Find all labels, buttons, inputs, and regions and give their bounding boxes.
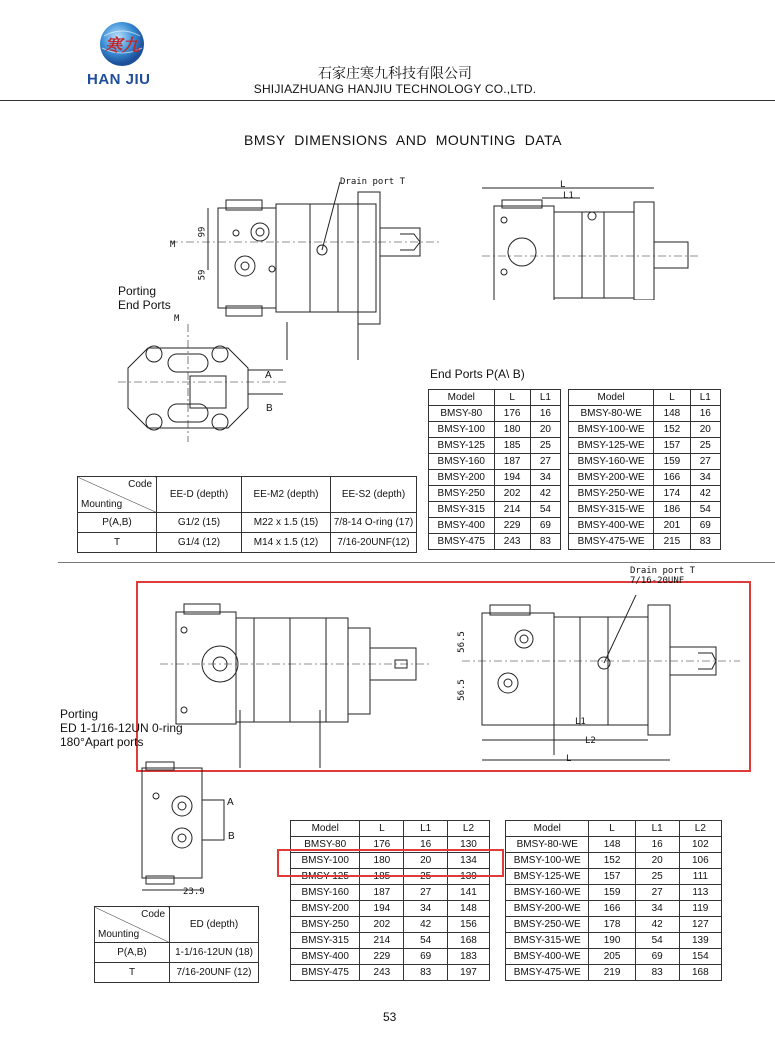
table-cell: 156 — [447, 917, 489, 933]
table-cell: 20 — [635, 853, 679, 869]
table-cell: 194 — [494, 470, 530, 486]
port-face-drawing-2 — [130, 758, 250, 898]
table-cell: 25 — [530, 438, 560, 454]
arrow-a-label-2: A — [227, 797, 234, 808]
code-header: ED (depth) — [170, 907, 259, 943]
table-cell: 127 — [679, 917, 721, 933]
logo-text: HAN JIU — [87, 71, 151, 88]
table-row — [429, 454, 561, 470]
table-cell: BMSY-80 — [429, 406, 495, 422]
table-cell: 20 — [530, 422, 560, 438]
table-row — [506, 949, 722, 965]
table-cell: 25 — [690, 438, 720, 454]
table-cell: 185 — [360, 869, 404, 885]
table-cell: 83 — [404, 965, 448, 981]
corner-mounting-label: Mounting — [81, 499, 123, 510]
table-cell: BMSY-100 — [291, 853, 360, 869]
table-header-row — [429, 390, 561, 406]
table-row — [291, 885, 490, 901]
table-cell: BMSY-475-WE — [506, 965, 589, 981]
table-cell: BMSY-200-WE — [569, 470, 654, 486]
table-cell: BMSY-160 — [291, 885, 360, 901]
table-cell: 214 — [360, 933, 404, 949]
table-header-row — [569, 390, 721, 406]
table-row — [291, 933, 490, 949]
dim-59: 59 — [197, 269, 208, 281]
code-cell: P(A,B) — [95, 943, 170, 963]
table-cell: 190 — [589, 933, 635, 949]
column-header: L — [654, 390, 690, 406]
table-cell: 168 — [679, 965, 721, 981]
table-cell: 54 — [690, 502, 720, 518]
table-cell: 157 — [654, 438, 690, 454]
section2-model-table-right — [505, 820, 722, 981]
motor-top-view-drawing — [482, 180, 702, 300]
table-row — [569, 534, 721, 550]
table-cell: 176 — [494, 406, 530, 422]
table-cell: 176 — [360, 837, 404, 853]
table-cell: 16 — [530, 406, 560, 422]
table-cell: BMSY-315 — [429, 502, 495, 518]
table-cell: BMSY-80-WE — [506, 837, 589, 853]
company-name-cn: 石家庄寒九科技有限公司 — [318, 65, 472, 81]
arrow-b-label-1: B — [266, 403, 273, 414]
code-cell: G1/2 (15) — [157, 513, 242, 533]
code-mounting-corner-2 — [95, 907, 170, 943]
table-row — [569, 470, 721, 486]
table-cell: 34 — [690, 470, 720, 486]
table-row — [569, 406, 721, 422]
table-row — [569, 454, 721, 470]
table-cell: BMSY-125-WE — [506, 869, 589, 885]
code-header: EE-D (depth) — [157, 477, 242, 513]
table-cell: BMSY-315-WE — [506, 933, 589, 949]
table-cell: 27 — [530, 454, 560, 470]
table-cell: 174 — [654, 486, 690, 502]
code-cell: 1-1/16-12UN (18) — [170, 943, 259, 963]
table-cell: 111 — [679, 869, 721, 885]
table-cell: BMSY-400-WE — [569, 518, 654, 534]
table-cell: 69 — [404, 949, 448, 965]
table-cell: 183 — [447, 949, 489, 965]
table-cell: BMSY-80-WE — [569, 406, 654, 422]
company-name-en: SHIJIAZHUANG HANJIU TECHNOLOGY CO.,LTD. — [253, 82, 537, 96]
table-cell: BMSY-250 — [291, 917, 360, 933]
table-cell: BMSY-200-WE — [506, 901, 589, 917]
column-header: L — [589, 821, 635, 837]
code-mounting-corner — [78, 477, 157, 513]
table-cell: BMSY-400-WE — [506, 949, 589, 965]
table-row — [429, 422, 561, 438]
column-header: L — [494, 390, 530, 406]
code-cell: 7/16-20UNF (12) — [170, 963, 259, 983]
table-cell: 34 — [530, 470, 560, 486]
table-cell: BMSY-125-WE — [569, 438, 654, 454]
table-cell: 134 — [447, 853, 489, 869]
column-header: Model — [291, 821, 360, 837]
table-cell: 102 — [679, 837, 721, 853]
corner-code-label: Code — [128, 479, 152, 490]
table-cell: 16 — [690, 406, 720, 422]
table-cell: 178 — [589, 917, 635, 933]
dim-l2-bottom: L2 — [585, 736, 596, 746]
table-row — [569, 422, 721, 438]
table-cell: 166 — [654, 470, 690, 486]
table-cell: 27 — [404, 885, 448, 901]
table-cell: BMSY-100-WE — [569, 422, 654, 438]
table-cell: 148 — [654, 406, 690, 422]
table-cell: 42 — [635, 917, 679, 933]
dim-56-5-bottom: 56.5 — [456, 679, 467, 701]
table-cell: 157 — [589, 869, 635, 885]
table-cell: BMSY-160 — [429, 454, 495, 470]
code-header: EE-S2 (depth) — [331, 477, 417, 513]
table-cell: 159 — [589, 885, 635, 901]
dim-99: 99 — [197, 226, 208, 238]
drain-port-label-2: Drain port T 7/16-20UNF — [630, 566, 696, 586]
table-cell: 119 — [679, 901, 721, 917]
table-cell: 159 — [654, 454, 690, 470]
table-cell: 197 — [447, 965, 489, 981]
code-header: EE-M2 (depth) — [242, 477, 331, 513]
table-cell: 25 — [635, 869, 679, 885]
column-header: L1 — [530, 390, 560, 406]
table-cell: 69 — [530, 518, 560, 534]
table-cell: 205 — [589, 949, 635, 965]
table-cell: 185 — [494, 438, 530, 454]
table-cell: 168 — [447, 933, 489, 949]
table-cell: BMSY-250-WE — [569, 486, 654, 502]
column-header: L1 — [404, 821, 448, 837]
logo-glyph: 寒九 — [105, 36, 139, 55]
table-cell: 20 — [404, 853, 448, 869]
table-cell: 106 — [679, 853, 721, 869]
table-row — [569, 518, 721, 534]
table-cell: BMSY-160-WE — [569, 454, 654, 470]
table-row — [569, 502, 721, 518]
highlight-box-bmsy-100-row — [277, 849, 504, 877]
table-cell: BMSY-200 — [291, 901, 360, 917]
table-cell: BMSY-315-WE — [569, 502, 654, 518]
table-cell: 202 — [360, 917, 404, 933]
table-row — [506, 901, 722, 917]
table-row — [506, 869, 722, 885]
dim-l-top: L — [560, 180, 566, 190]
table-cell: 194 — [360, 901, 404, 917]
motor-side-view-drawing-2 — [140, 590, 440, 770]
column-header: L2 — [679, 821, 721, 837]
corner-code-label-2: Code — [141, 909, 165, 920]
table-cell: 130 — [447, 837, 489, 853]
table-cell: 166 — [589, 901, 635, 917]
table-cell: 54 — [635, 933, 679, 949]
table-cell: 69 — [690, 518, 720, 534]
table-cell: BMSY-400 — [291, 949, 360, 965]
arrow-a-label-1: A — [265, 370, 272, 381]
table-cell: BMSY-80 — [291, 837, 360, 853]
table-cell: 141 — [447, 885, 489, 901]
table-cell: 180 — [360, 853, 404, 869]
table-row — [429, 406, 561, 422]
dim-23-9: 23.9 — [183, 887, 205, 897]
table-cell: 148 — [447, 901, 489, 917]
table-cell: 69 — [635, 949, 679, 965]
table-cell: 201 — [654, 518, 690, 534]
dim-56-5-top: 56.5 — [456, 631, 467, 653]
table-cell: 187 — [494, 454, 530, 470]
table-cell: 243 — [360, 965, 404, 981]
column-header: L2 — [447, 821, 489, 837]
section1-code-table — [77, 476, 417, 553]
code-cell: M14 x 1.5 (12) — [242, 533, 331, 553]
dim-m-face: M — [174, 314, 180, 324]
table-cell: 152 — [654, 422, 690, 438]
column-header: L1 — [690, 390, 720, 406]
table-cell: BMSY-100 — [429, 422, 495, 438]
page-title: BMSY DIMENSIONS AND MOUNTING DATA — [244, 132, 562, 148]
table-row — [429, 518, 561, 534]
code-cell: 7/16-20UNF(12) — [331, 533, 417, 553]
table-cell: 180 — [494, 422, 530, 438]
table-cell: BMSY-475 — [291, 965, 360, 981]
table-cell: 215 — [654, 534, 690, 550]
table-cell: 219 — [589, 965, 635, 981]
table-cell: BMSY-200 — [429, 470, 495, 486]
table-row — [291, 949, 490, 965]
code-cell: G1/4 (12) — [157, 533, 242, 553]
dim-m-top: M — [170, 240, 176, 250]
table-header-row — [291, 821, 490, 837]
table-cell: 214 — [494, 502, 530, 518]
drain-port-label-1: Drain port T — [340, 177, 406, 187]
table-cell: 42 — [404, 917, 448, 933]
table-cell: BMSY-250 — [429, 486, 495, 502]
table-cell: 27 — [690, 454, 720, 470]
table-cell: 154 — [679, 949, 721, 965]
table-cell: 16 — [635, 837, 679, 853]
section1-model-table-left — [428, 389, 561, 550]
section2-model-table-left — [290, 820, 490, 981]
table-row — [429, 470, 561, 486]
table-cell: 152 — [589, 853, 635, 869]
table-cell: 148 — [589, 837, 635, 853]
code-cell: T — [78, 533, 157, 553]
table-cell: BMSY-400 — [429, 518, 495, 534]
column-header: L1 — [635, 821, 679, 837]
table-cell: BMSY-315 — [291, 933, 360, 949]
porting-ed-label: Porting ED 1-1/16-12UN 0-ring 180°Apart ports — [60, 707, 183, 749]
table-row — [506, 965, 722, 981]
column-header: Model — [569, 390, 654, 406]
table-cell: 54 — [530, 502, 560, 518]
table-cell: 34 — [404, 901, 448, 917]
table-cell: 42 — [530, 486, 560, 502]
table-cell: 243 — [494, 534, 530, 550]
table-cell: 139 — [447, 869, 489, 885]
table-cell: 229 — [360, 949, 404, 965]
table-cell: 16 — [404, 837, 448, 853]
table-row — [506, 837, 722, 853]
table-row — [291, 901, 490, 917]
table-cell: BMSY-475-WE — [569, 534, 654, 550]
end-ports-caption: End Ports P(A\ B) — [430, 367, 525, 381]
motor-top-view-drawing-2 — [462, 595, 742, 770]
column-header: Model — [506, 821, 589, 837]
section1-model-table-right — [568, 389, 721, 550]
table-cell: 83 — [635, 965, 679, 981]
table-cell: 27 — [635, 885, 679, 901]
table-cell: 139 — [679, 933, 721, 949]
table-row — [569, 438, 721, 454]
table-row — [569, 486, 721, 502]
code-cell: 7/8-14 O-ring (17) — [331, 513, 417, 533]
table-cell: BMSY-160-WE — [506, 885, 589, 901]
table-cell: 202 — [494, 486, 530, 502]
table-cell: 187 — [360, 885, 404, 901]
table-cell: 229 — [494, 518, 530, 534]
arrow-b-label-2: B — [228, 831, 235, 842]
porting-end-ports-label: Porting End Ports — [118, 284, 171, 312]
table-row — [291, 917, 490, 933]
table-cell: 83 — [690, 534, 720, 550]
table-row — [506, 885, 722, 901]
code-cell: P(A,B) — [78, 513, 157, 533]
table-cell: BMSY-250-WE — [506, 917, 589, 933]
table-cell: BMSY-475 — [429, 534, 495, 550]
corner-mounting-label-2: Mounting — [98, 929, 140, 940]
table-cell: 25 — [404, 869, 448, 885]
table-row — [429, 502, 561, 518]
section2-code-table — [94, 906, 259, 983]
table-row — [506, 933, 722, 949]
table-cell: 54 — [404, 933, 448, 949]
table-cell: 34 — [635, 901, 679, 917]
table-cell: 113 — [679, 885, 721, 901]
table-row — [506, 853, 722, 869]
page-number: 53 — [383, 1010, 397, 1024]
header-rule — [0, 100, 775, 101]
table-row — [291, 965, 490, 981]
table-cell: 20 — [690, 422, 720, 438]
table-cell: BMSY-125 — [291, 869, 360, 885]
code-cell: M22 x 1.5 (15) — [242, 513, 331, 533]
section-divider — [58, 562, 775, 563]
table-row — [429, 534, 561, 550]
table-cell: 83 — [530, 534, 560, 550]
table-cell: 42 — [690, 486, 720, 502]
table-row — [429, 486, 561, 502]
dim-l1-bottom: L1 — [575, 717, 586, 727]
table-cell: 186 — [654, 502, 690, 518]
table-row — [506, 917, 722, 933]
column-header: L — [360, 821, 404, 837]
table-cell: BMSY-100-WE — [506, 853, 589, 869]
table-row — [429, 438, 561, 454]
column-header: Model — [429, 390, 495, 406]
code-cell: T — [95, 963, 170, 983]
table-header-row — [506, 821, 722, 837]
table-cell: BMSY-125 — [429, 438, 495, 454]
dim-l-bottom: L — [566, 754, 572, 764]
dim-l1-top: L1 — [563, 191, 574, 201]
port-face-drawing — [108, 318, 298, 448]
